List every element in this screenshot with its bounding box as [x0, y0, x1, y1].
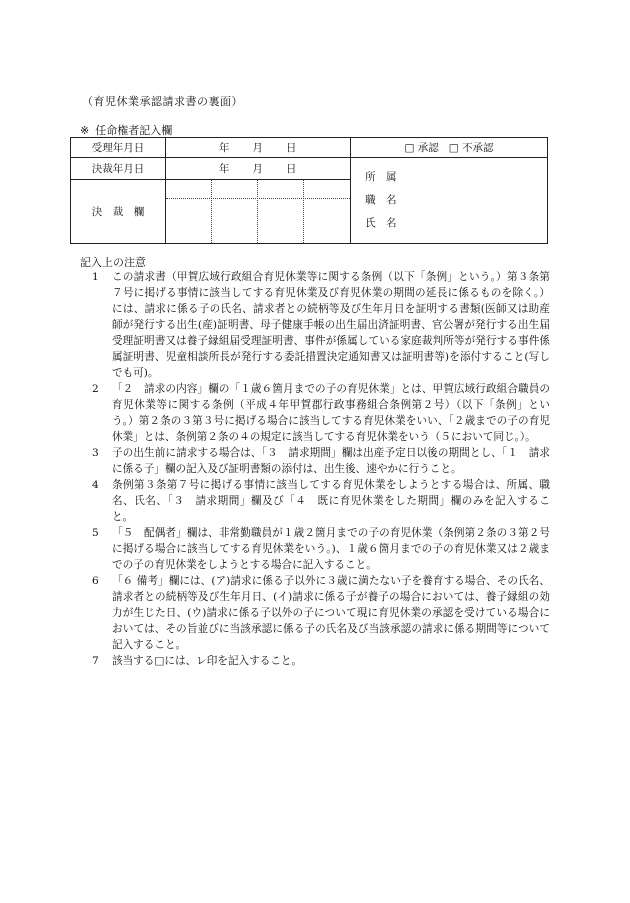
month-unit: 月 — [252, 163, 264, 175]
stamp-cell[interactable] — [212, 180, 258, 243]
day-unit: 日 — [285, 142, 298, 154]
month-unit: 月 — [252, 142, 264, 154]
page-subtitle: （育児休業承認請求書の裏面） — [82, 95, 243, 108]
received-date-field[interactable] — [166, 138, 351, 158]
appointer-form-table — [70, 137, 548, 244]
stamp-area[interactable] — [166, 180, 351, 244]
stamp-cell[interactable] — [304, 180, 350, 243]
section-title-text: 任命権者記入欄 — [95, 124, 173, 137]
reject-checkbox[interactable]: □ 不承認 — [448, 142, 494, 154]
year-unit: 年 — [218, 163, 231, 175]
notes-title: 記入上の注意 — [80, 256, 146, 269]
name-label: 氏 名 — [365, 217, 397, 229]
note-item: 1 この請求書（甲賀広域行政組合育児休業等に関する条例（以下「条例」という。）第３条第７号に掲げる事情に該当してする育児休業及び育児休業の期間の延長に係るものを除く。）には、請求に係る子の氏名、請求者との続柄等及び生年月日を証明する書類(医師又は助産師が発行する出生(産)証明書、母子健康手帳の出生届出済証明書、官公署が発行する出生届受理証明書又は養子縁組届受理証明書、事件が係属している家庭裁判所等が発行する事件係属証明書、児童相談所長が発行する委託措置決定通知書又は証明書等)を添付すること(写しでも可)。 — [92, 271, 550, 379]
year-unit: 年 — [218, 142, 231, 154]
note-item: 2 「２ 請求の内容」欄の「１歳６箇月までの子の育児休業」とは、甲賀広域行政組合職員の育児休業等に関する条例（平成４年甲賀郡行政事務組合条例第２号）（以下「条例」という。）第２条の３第３号に掲げる場合に該当してする育児休業をいい、「２歳までの子の育児休業」とは、条例第２条の４の規定に該当してする育児休業をいう（５において同じ。）。 — [92, 383, 550, 443]
note-item: 5 「５ 配偶者」欄は、非常勤職員が１歳２箇月までの子の育児休業（条例第２条の３第２号に掲げる場合に該当してする育児休業をいう。)、１歳６箇月までの子の育児休業又は２歳までの子の育児休業をしようとする場合に記入すること。 — [92, 527, 550, 571]
approval-label: 決 裁 欄 — [71, 180, 166, 244]
position-label: 職 名 — [365, 194, 397, 206]
note-item: 6 「６ 備考」欄には、(ア)請求に係る子以外に３歳に満たない子を養育する場合、その氏名、請求者との続柄等及び生年月日、(イ)請求に係る子が養子の場合においては、養子縁組の効力が生じた日、(ウ)請求に係る子以外の子について現に育児休業の承認を受けている場合においては、その旨並びに当該承認に係る子の氏名及び当該承認の請求に係る期間等について記入すること。 — [92, 575, 550, 651]
signature-block — [351, 158, 548, 244]
stamp-cell[interactable] — [258, 180, 304, 243]
note-item: 3 子の出生前に請求する場合は、「３ 請求期間」欄は出産予定日以後の期間とし、「１ 請求に係る子」欄の記入及び証明書類の添付は、出生後、速やかに行うこと。 — [92, 447, 550, 475]
received-date-label: 受理年月日 — [71, 138, 166, 158]
note-mark: ※ — [80, 124, 90, 137]
note-item: 4 条例第３条第７号に掲げる事情に該当してする育児休業をしようとする場合は、所属、職名、氏名、「３ 請求期間」欄及び「４ 既に育児休業をした期間」欄のみを記入すること。 — [92, 479, 550, 523]
notes-list — [92, 269, 550, 669]
decided-date-label: 決裁年月日 — [71, 158, 166, 180]
day-unit: 日 — [285, 163, 298, 175]
decided-date-field[interactable] — [166, 158, 351, 180]
stamp-cell[interactable] — [166, 180, 212, 243]
affiliation-label: 所 属 — [365, 171, 397, 183]
approve-checkbox[interactable]: □ 承認 — [404, 142, 439, 154]
note-item: 7 該当する□には、レ印を記入すること。 — [92, 655, 303, 667]
approval-options — [351, 138, 548, 158]
section-title — [80, 122, 172, 138]
